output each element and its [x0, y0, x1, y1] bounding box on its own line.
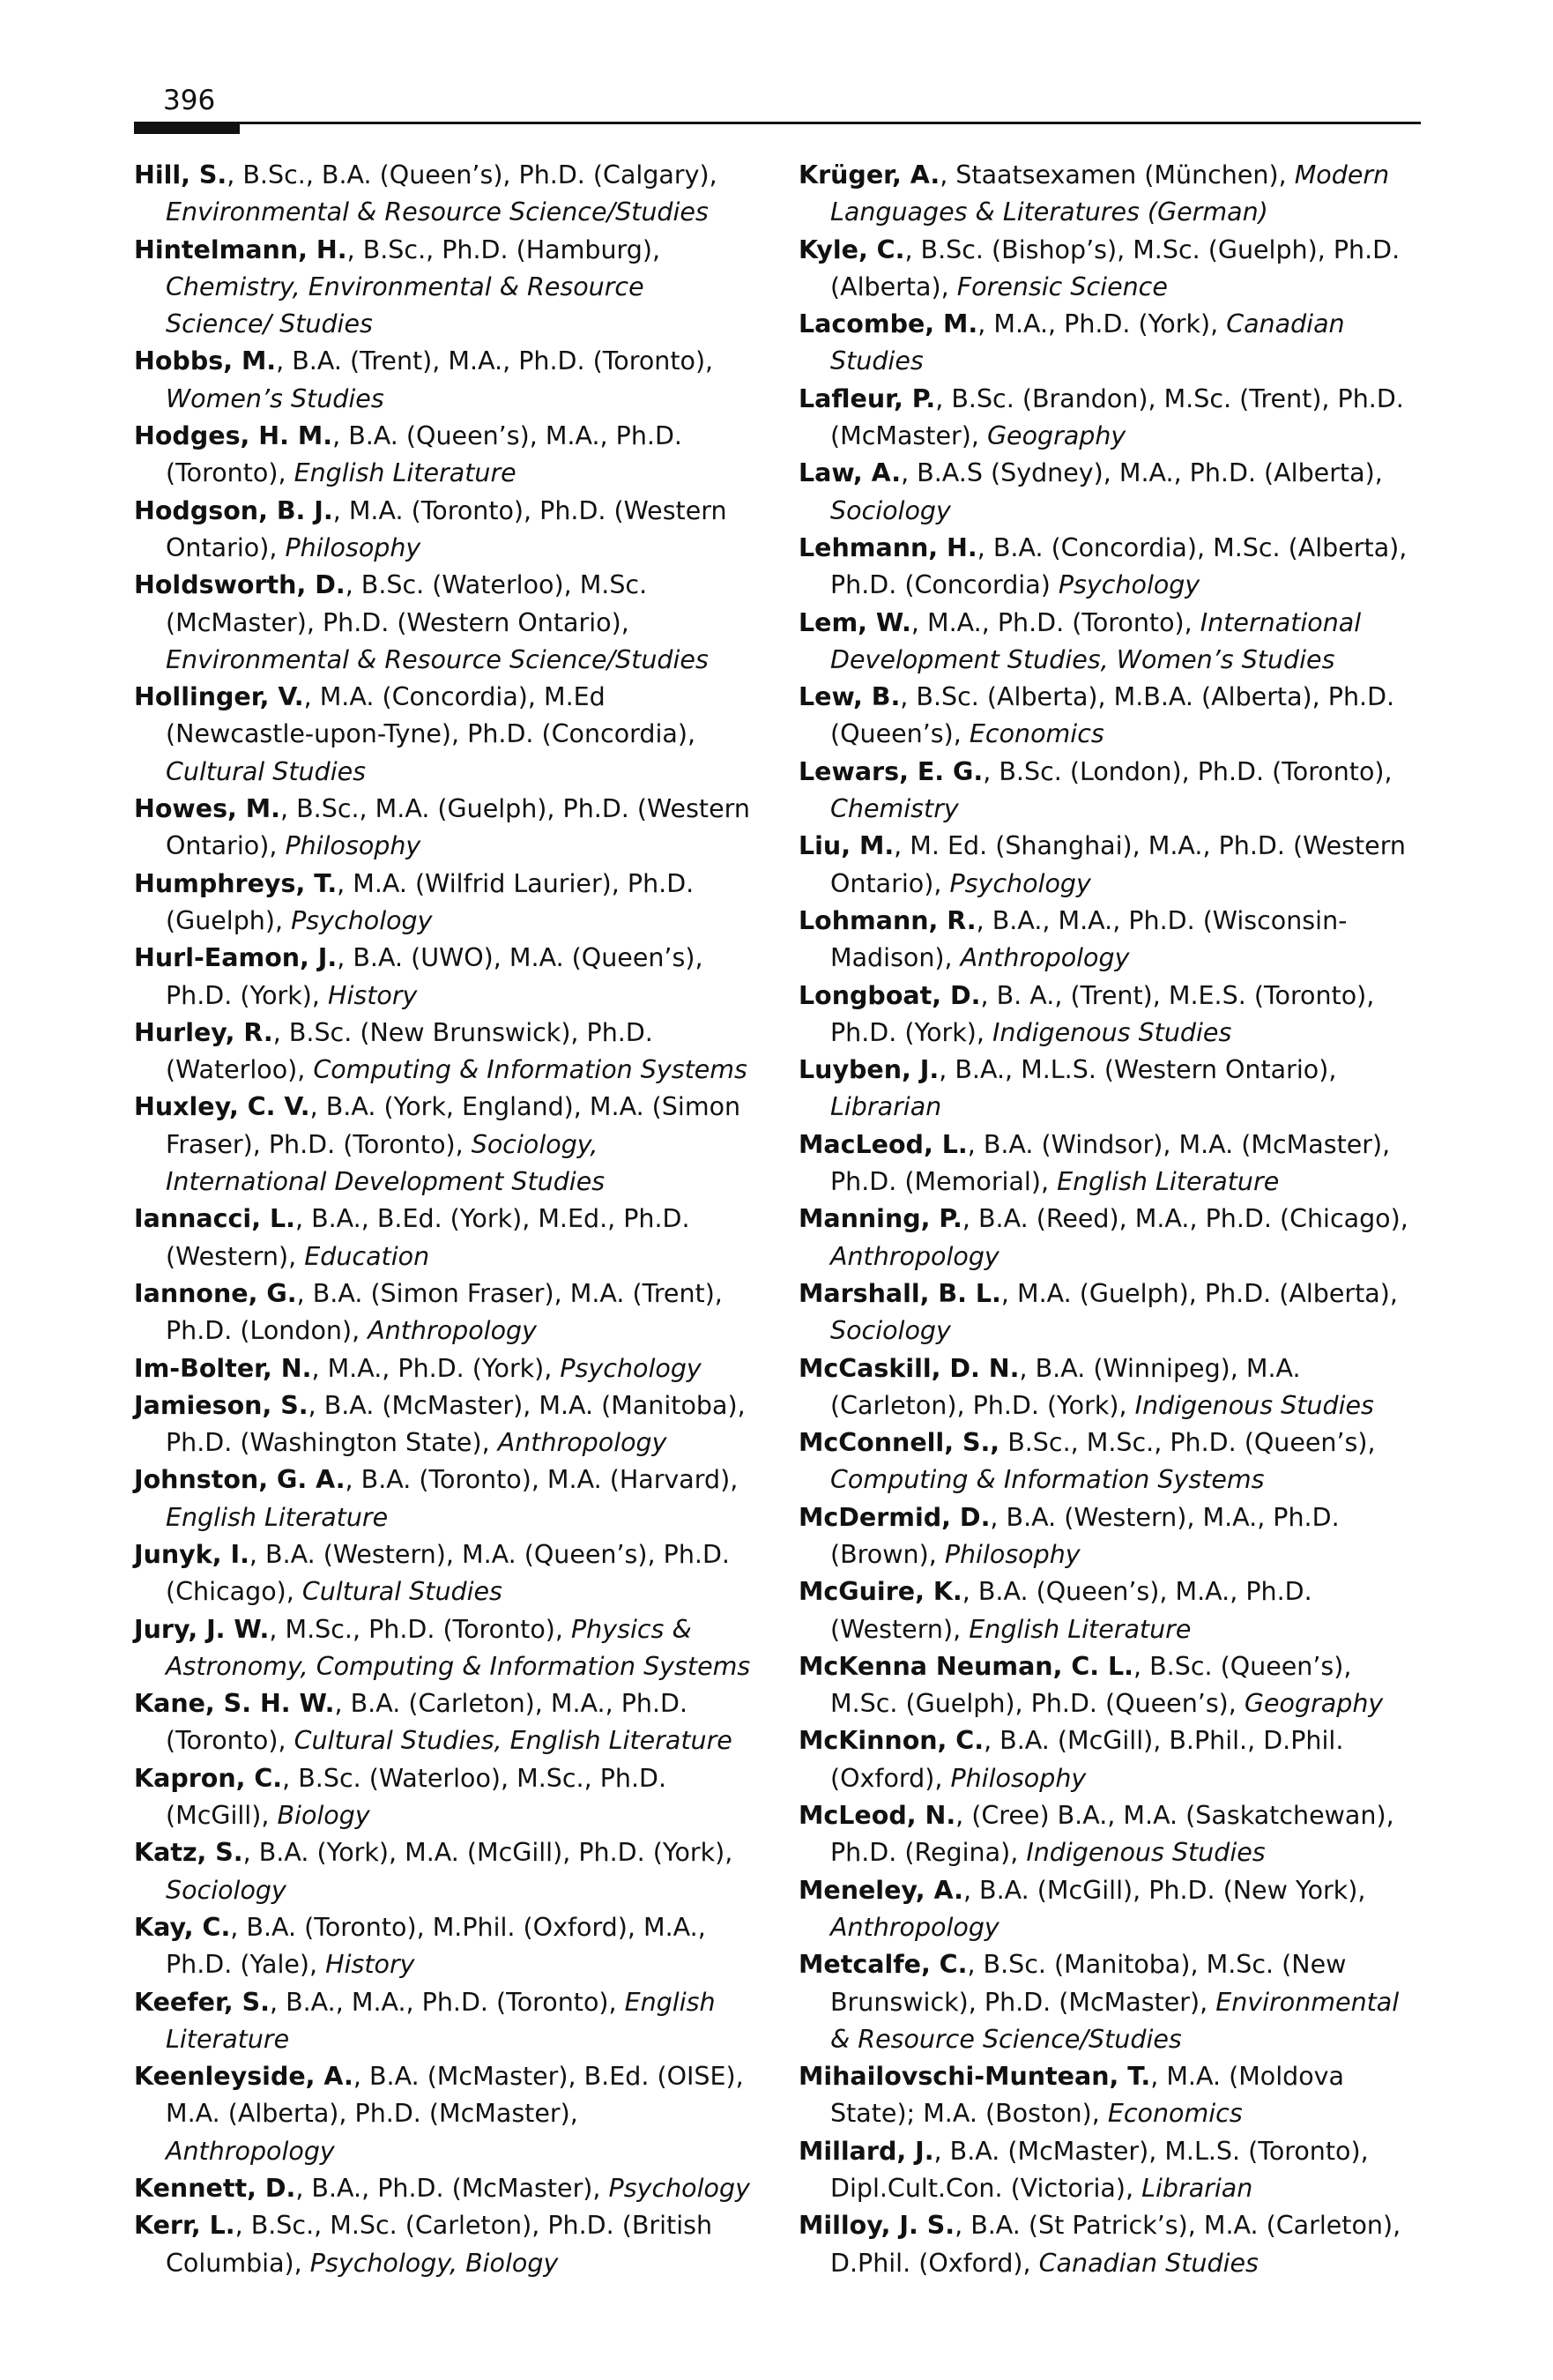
faculty-credentials: , B.A., M.L.S. (Western Ontario), [939, 1055, 1337, 1085]
faculty-name: Keenleyside, A. [134, 2062, 353, 2092]
faculty-name: Iannone, G. [134, 1278, 297, 1308]
faculty-name: Hodgson, B. J. [134, 495, 333, 525]
faculty-subjects: Economics [969, 719, 1104, 749]
faculty-name: MacLeod, L. [799, 1129, 968, 1159]
faculty-entry [134, 1387, 751, 1462]
faculty-subjects: Women’s Studies [166, 383, 384, 413]
faculty-subjects: Anthropology [960, 943, 1130, 973]
faculty-entry [799, 1127, 1416, 1201]
faculty-credentials: , B.Sc., B.A. (Queen’s), Ph.D. (Calgary), [227, 160, 717, 190]
faculty-entry [799, 1872, 1416, 1947]
faculty-subjects: International Development Studies, Women’s Studies [830, 607, 1362, 674]
faculty-name: Humphreys, T. [134, 868, 338, 898]
faculty-name: Hill, S. [134, 160, 227, 190]
faculty-entry [134, 2207, 751, 2282]
faculty-subjects: Environmental & Resource Science/Studies [166, 644, 709, 674]
faculty-credentials: , B.A. (McGill), Ph.D. (New York), [962, 1875, 1366, 1905]
faculty-subjects: Computing & Information Systems [313, 1055, 747, 1085]
faculty-subjects: Environmental & Resource Science/Studies [830, 1987, 1400, 2054]
faculty-name: Iannacci, L. [134, 1204, 295, 1234]
faculty-subjects: Geography [986, 421, 1126, 451]
faculty-subjects: English Literature [1057, 1167, 1280, 1197]
faculty-entry [134, 493, 751, 568]
faculty-credentials: , B.Sc. (Alberta), M.B.A. (Alberta), Ph.D. (Queen’s), [830, 682, 1395, 749]
faculty-subjects: Sociology [830, 1316, 951, 1346]
faculty-credentials: , B.Sc., Ph.D. (Hamburg), [346, 234, 661, 264]
header-block [134, 123, 240, 134]
faculty-entry [799, 1350, 1416, 1425]
faculty-name: Manning, P. [799, 1204, 962, 1234]
faculty-entry [799, 1797, 1416, 1872]
faculty-name: Law, A. [799, 458, 902, 488]
faculty-subjects: Philosophy [285, 532, 421, 562]
faculty-entry [134, 567, 751, 679]
faculty-entry [134, 1834, 751, 1909]
faculty-credentials: , B.A., B.Ed. (York), M.Ed., Ph.D. (Western), [166, 1204, 690, 1271]
faculty-subjects: Anthropology [830, 1241, 999, 1271]
faculty-subjects: Psychology, Biology [309, 2248, 559, 2278]
faculty-subjects: Philosophy [285, 831, 421, 861]
faculty-subjects: English Literature [294, 458, 516, 488]
faculty-subjects: Sociology [166, 1875, 286, 1905]
faculty-credentials: , B.A. (Winnipeg), M.A. (Carleton), Ph.D. (York), [830, 1353, 1301, 1420]
faculty-entry [799, 1424, 1416, 1499]
faculty-credentials: , M.A., Ph.D. (York), [977, 309, 1227, 339]
faculty-credentials: , B.A., M.A., Ph.D. (Wisconsin-Madison), [830, 905, 1348, 973]
faculty-subjects: Cultural Studies [301, 1577, 502, 1607]
faculty-credentials: , B.A. (St Patrick’s), M.A. (Carleton), D.Phil. (Oxford), [830, 2211, 1401, 2278]
faculty-entry [799, 978, 1416, 1052]
faculty-subjects: Librarian [830, 1092, 942, 1122]
faculty-name: Hobbs, M. [134, 346, 277, 376]
faculty-subjects: Cultural Studies, English Literature [294, 1726, 732, 1756]
faculty-subjects: Cultural Studies [166, 756, 366, 786]
faculty-name: Kane, S. H. W. [134, 1689, 335, 1719]
faculty-credentials: B.Sc., M.Sc., Ph.D. (Queen’s), [999, 1428, 1376, 1458]
faculty-name: Lem, W. [799, 607, 911, 637]
faculty-subjects: Sociology [830, 495, 951, 525]
faculty-entry [134, 1685, 751, 1760]
faculty-credentials: , B.A. (UWO), M.A. (Queen’s), Ph.D. (York), [166, 943, 703, 1010]
faculty-entry [799, 530, 1416, 605]
faculty-name: Kay, C. [134, 1912, 231, 1942]
faculty-name: Krüger, A. [799, 160, 940, 190]
faculty-subjects: Modern Languages & Literatures (German) [830, 160, 1390, 227]
faculty-entry [134, 1909, 751, 1984]
faculty-entry [799, 828, 1416, 903]
faculty-credentials: , B.Sc. (Waterloo), M.Sc., Ph.D. (McGill), [166, 1763, 667, 1831]
faculty-entry [134, 1984, 751, 2059]
faculty-entry [134, 940, 751, 1015]
faculty-entry [799, 1276, 1416, 1350]
faculty-entry [134, 418, 751, 493]
faculty-subjects: Physics & Astronomy, Computing & Information Systems [166, 1614, 751, 1681]
faculty-subjects: History [328, 980, 418, 1010]
faculty-credentials: , B.A. (Western), M.A., Ph.D. (Brown), [830, 1502, 1340, 1569]
faculty-credentials: , B.Sc. (Bishop’s), M.Sc. (Guelph), Ph.D. (Alberta), [830, 234, 1401, 301]
faculty-credentials: , B. A., (Trent), M.E.S. (Toronto), Ph.D. (York), [830, 980, 1375, 1047]
faculty-credentials: , B.Sc. (Brandon), M.Sc. (Trent), Ph.D. (McMaster), [830, 383, 1404, 451]
faculty-entry [134, 1089, 751, 1201]
faculty-name: Meneley, A. [799, 1875, 963, 1905]
faculty-name: McGuire, K. [799, 1577, 962, 1607]
faculty-credentials: , B.A. (McMaster), M.A. (Manitoba), Ph.D. (Washington State), [166, 1390, 746, 1458]
faculty-credentials: , M.A. (Moldova State); M.A. (Boston), [830, 2062, 1345, 2129]
faculty-credentials: , M.A., Ph.D. (York), [311, 1353, 561, 1383]
faculty-entry [134, 791, 751, 866]
faculty-credentials: , B.Sc., M.Sc. (Carleton), Ph.D. (British Columbia), [166, 2211, 713, 2278]
faculty-entry [799, 1052, 1416, 1127]
faculty-subjects: Librarian [1141, 2174, 1253, 2204]
faculty-subjects: Indigenous Studies [1134, 1390, 1374, 1420]
faculty-subjects: Philosophy [944, 1539, 1081, 1569]
faculty-credentials: , B.A. (McMaster), B.Ed. (OISE), M.A. (Alberta), Ph.D. (McMaster), [166, 2062, 744, 2129]
faculty-name: Hintelmann, H. [134, 234, 347, 264]
faculty-credentials: , M.A. (Toronto), Ph.D. (Western Ontario), [166, 495, 727, 562]
faculty-name: Johnston, G. A. [134, 1465, 346, 1495]
faculty-credentials: , B.Sc. (London), Ph.D. (Toronto), [983, 756, 1393, 786]
faculty-subjects: Biology [277, 1801, 370, 1831]
faculty-subjects: Anthropology [368, 1316, 537, 1346]
faculty-credentials: , Staatsexamen (München), [940, 160, 1295, 190]
faculty-entry [799, 232, 1416, 307]
faculty-name: McCaskill, D. N. [799, 1353, 1020, 1383]
faculty-name: Lafleur, P. [799, 383, 936, 413]
faculty-credentials: , B.Sc. (Queen’s), M.Sc. (Guelph), Ph.D. (Queen’s), [830, 1651, 1352, 1719]
faculty-credentials: , B.A.S (Sydney), M.A., Ph.D. (Alberta), [901, 458, 1383, 488]
faculty-name: McKenna Neuman, C. L. [799, 1651, 1133, 1681]
faculty-entry [134, 679, 751, 791]
faculty-credentials: , M.A. (Guelph), Ph.D. (Alberta), [1000, 1278, 1398, 1308]
faculty-name: Lew, B. [799, 682, 901, 712]
faculty-subjects: Canadian Studies [1038, 2248, 1259, 2278]
faculty-entry [799, 1573, 1416, 1648]
faculty-entry [134, 1760, 751, 1835]
faculty-credentials: , B.A. (Reed), M.A., Ph.D. (Chicago), [962, 1204, 1408, 1234]
faculty-credentials: , M.A., Ph.D. (Toronto), [910, 607, 1200, 637]
faculty-credentials: , B.A. (Windsor), M.A. (McMaster), Ph.D. (Memorial), [830, 1129, 1391, 1197]
faculty-credentials: , M.Sc., Ph.D. (Toronto), [269, 1614, 571, 1644]
faculty-credentials: , M.A. (Wilfrid Laurier), Ph.D. (Guelph), [166, 868, 695, 935]
faculty-name: Howes, M. [134, 794, 280, 824]
faculty-credentials: , B.A. (Trent), M.A., Ph.D. (Toronto), [276, 346, 714, 376]
faculty-credentials: , B.A., M.A., Ph.D. (Toronto), [269, 1987, 625, 2017]
faculty-subjects: Psychology [291, 905, 433, 935]
faculty-name: Longboat, D. [799, 980, 981, 1010]
faculty-subjects: Anthropology [497, 1428, 667, 1458]
faculty-name: Milloy, J. S. [799, 2211, 955, 2241]
faculty-credentials: , B.Sc., M.A. (Guelph), Ph.D. (Western Ontario), [166, 794, 750, 861]
faculty-entry [799, 754, 1416, 829]
header-rule [134, 122, 1421, 124]
faculty-name: McLeod, N. [799, 1801, 956, 1831]
faculty-entry [134, 1201, 751, 1276]
faculty-name: Lewars, E. G. [799, 756, 984, 786]
faculty-name: Hodges, H. M. [134, 421, 333, 451]
faculty-entry [799, 1648, 1416, 1723]
faculty-subjects: Environmental & Resource Science/Studies [166, 197, 709, 227]
faculty-entry [134, 157, 751, 232]
faculty-name: Kerr, L. [134, 2211, 235, 2241]
faculty-subjects: Psychology [1058, 570, 1200, 600]
faculty-credentials: , M.A. (Concordia), M.Ed (Newcastle-upon-Tyne), Ph.D. (Concordia), [166, 682, 696, 749]
faculty-entry [799, 679, 1416, 754]
faculty-subjects: Economics [1107, 2099, 1243, 2129]
faculty-entry [799, 1722, 1416, 1797]
faculty-name: Hurley, R. [134, 1017, 273, 1047]
faculty-credentials: , B.A. (McMaster), M.L.S. (Toronto), Dipl.Cult.Con. (Victoria), [830, 2136, 1369, 2204]
faculty-entry [799, 2058, 1416, 2133]
faculty-credentials: , B.A. (Simon Fraser), M.A. (Trent), Ph.D. (London), [166, 1278, 723, 1346]
faculty-subjects: English Literature [969, 1614, 1192, 1644]
faculty-credentials: , B.Sc. (Manitoba), M.Sc. (New Brunswick), Ph.D. (McMaster), [830, 1950, 1347, 2017]
faculty-entry [134, 1276, 751, 1350]
faculty-name: Jury, J. W. [134, 1614, 270, 1644]
faculty-credentials: , B.A. (Carleton), M.A., Ph.D. (Toronto), [166, 1689, 688, 1756]
faculty-credentials: , B.Sc. (New Brunswick), Ph.D. (Waterloo), [166, 1017, 653, 1085]
faculty-subjects: English Literature [166, 1502, 389, 1532]
faculty-name: Marshall, B. L. [799, 1278, 1001, 1308]
faculty-credentials: , B.Sc. (Waterloo), M.Sc. (McMaster), Ph.D. (Western Ontario), [166, 570, 648, 637]
faculty-credentials: , B.A. (York), M.A. (McGill), Ph.D. (York), [242, 1838, 733, 1868]
faculty-entry [134, 2170, 751, 2207]
faculty-entry [134, 2058, 751, 2170]
faculty-credentials: , M. Ed. (Shanghai), M.A., Ph.D. (Western Ontario), [830, 831, 1406, 898]
faculty-subjects: Education [304, 1241, 430, 1271]
faculty-subjects: Chemistry, Environmental & Resource Science/ Studies [166, 271, 644, 339]
faculty-credentials: , B.A. (Queen’s), M.A., Ph.D. (Toronto), [166, 421, 682, 488]
faculty-entry [134, 1461, 751, 1536]
faculty-name: Liu, M. [799, 831, 895, 861]
faculty-subjects: Psychology [608, 2174, 750, 2204]
faculty-subjects: Anthropology [166, 2136, 335, 2166]
faculty-name: McDermid, D. [799, 1502, 991, 1532]
faculty-credentials: , B.A. (McGill), B.Phil., D.Phil. (Oxford), [830, 1726, 1344, 1793]
faculty-subjects: Anthropology [830, 1912, 999, 1942]
faculty-name: Keefer, S. [134, 1987, 270, 2017]
faculty-subjects: History [325, 1950, 415, 1980]
faculty-entry [134, 232, 751, 344]
faculty-entry [799, 2207, 1416, 2282]
faculty-name: Kapron, C. [134, 1763, 283, 1793]
faculty-name: Hollinger, V. [134, 682, 304, 712]
faculty-subjects: Philosophy [950, 1763, 1087, 1793]
faculty-credentials: , B.A. (Concordia), M.Sc. (Alberta), Ph.D. (Concordia) [830, 532, 1408, 600]
faculty-entry [799, 605, 1416, 680]
faculty-name: Millard, J. [799, 2136, 934, 2166]
faculty-entry [799, 306, 1416, 381]
faculty-name: Im-Bolter, N. [134, 1353, 312, 1383]
faculty-subjects: Psychology [949, 868, 1091, 898]
faculty-entry [799, 157, 1416, 232]
faculty-entry [134, 343, 751, 418]
faculty-subjects: Computing & Information Systems [830, 1465, 1265, 1495]
faculty-subjects: Indigenous Studies [1026, 1838, 1266, 1868]
faculty-credentials: , B.A. (Toronto), M.A. (Harvard), [345, 1465, 739, 1495]
faculty-name: McConnell, S., [799, 1428, 1000, 1458]
faculty-credentials: , B.A. (Toronto), M.Phil. (Oxford), M.A., Ph.D. (Yale), [166, 1912, 706, 1980]
faculty-name: Mihailovschi-Muntean, T. [799, 2062, 1151, 2092]
faculty-entry [799, 381, 1416, 456]
faculty-name: Metcalfe, C. [799, 1950, 968, 1980]
faculty-name: Hurl-Eamon, J. [134, 943, 338, 973]
faculty-credentials: , B.A. (Western), M.A. (Queen’s), Ph.D. (Chicago), [166, 1539, 730, 1607]
faculty-name: Jamieson, S. [134, 1390, 308, 1420]
faculty-entry [134, 866, 751, 941]
faculty-entry [134, 1611, 751, 1686]
faculty-credentials: , B.A. (Queen’s), M.A., Ph.D. (Western), [830, 1577, 1312, 1644]
faculty-name: Katz, S. [134, 1838, 243, 1868]
faculty-name: Luyben, J. [799, 1055, 940, 1085]
faculty-entry [799, 1946, 1416, 2058]
faculty-subjects: Chemistry [830, 794, 959, 824]
faculty-subjects: Indigenous Studies [992, 1017, 1232, 1047]
faculty-subjects: Forensic Science [956, 271, 1168, 301]
faculty-credentials: , (Cree) B.A., M.A. (Saskatchewan), Ph.D. (Regina), [830, 1801, 1394, 1868]
faculty-name: Holdsworth, D. [134, 570, 346, 600]
faculty-entry [134, 1015, 751, 1090]
faculty-name: Kyle, C. [799, 234, 905, 264]
faculty-subjects: Sociology, International Development Studies [166, 1129, 606, 1197]
faculty-entry [799, 1499, 1416, 1574]
left-column [134, 157, 751, 2282]
faculty-entry [134, 1350, 751, 1387]
faculty-subjects: Canadian Studies [830, 309, 1345, 376]
faculty-name: Huxley, C. V. [134, 1092, 310, 1122]
faculty-subjects: Psychology [560, 1353, 702, 1383]
right-column [799, 157, 1416, 2282]
faculty-name: Junyk, I. [134, 1539, 249, 1569]
faculty-subjects: Geography [1244, 1689, 1384, 1719]
faculty-name: McKinnon, C. [799, 1726, 985, 1756]
faculty-name: Lehmann, H. [799, 532, 977, 562]
faculty-entry [799, 903, 1416, 978]
faculty-name: Lacombe, M. [799, 309, 978, 339]
page-number: 396 [163, 85, 216, 116]
faculty-entry [799, 1201, 1416, 1276]
faculty-entry [799, 455, 1416, 530]
faculty-entry [799, 2133, 1416, 2208]
faculty-name: Lohmann, R. [799, 905, 977, 935]
faculty-credentials: , B.A., Ph.D. (McMaster), [295, 2174, 609, 2204]
faculty-entry [134, 1536, 751, 1611]
faculty-name: Kennett, D. [134, 2174, 296, 2204]
faculty-subjects: English Literature [166, 1987, 716, 2054]
faculty-credentials: , B.A. (York, England), M.A. (Simon Fraser), Ph.D. (Toronto), [166, 1092, 741, 1159]
